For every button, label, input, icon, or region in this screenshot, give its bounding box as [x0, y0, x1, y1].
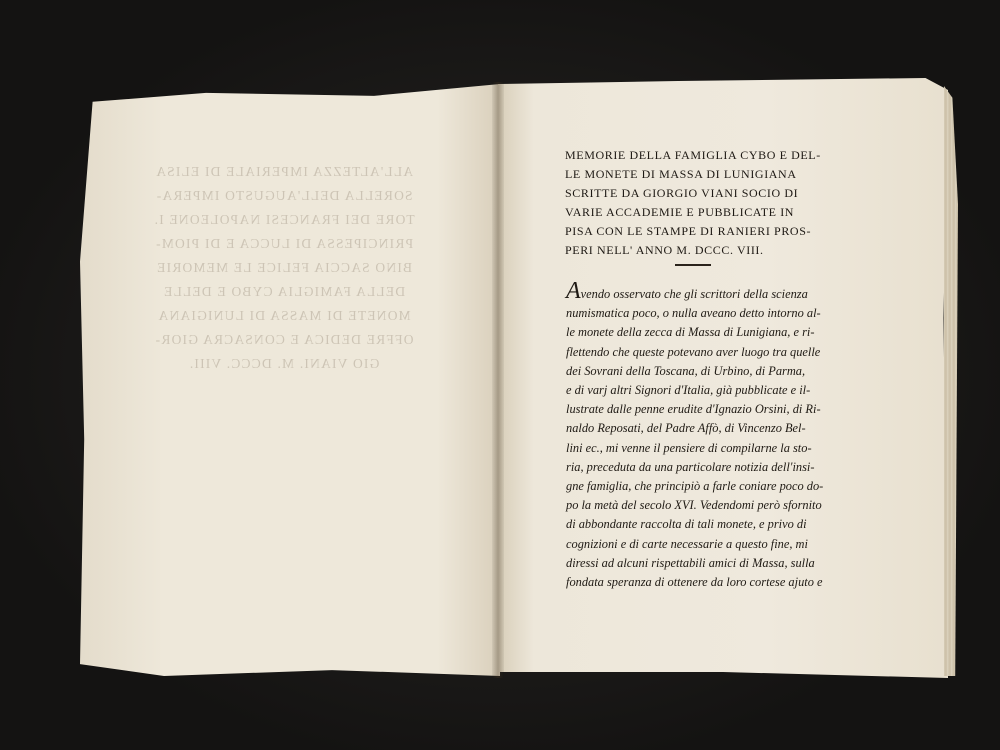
body-line: e di varj altri Signori d'Italia, già pubblicate e il-	[566, 383, 811, 398]
title-line: PISA CON LE STAMPE DI RANIERI PROS-	[565, 224, 812, 238]
body-line: gne famiglia, che principiò a farle coniare poco do-	[566, 479, 824, 494]
body-line: ria, preceduta da una particolare notizia dell'insi-	[566, 459, 815, 474]
title-line: PERI NELL' ANNO M. DCCC. VIII.	[565, 243, 764, 257]
body-line: flettendo che queste potevano aver luogo tra quelle	[566, 344, 821, 359]
body-line: diressi ad alcuni rispettabili amici di Massa, sulla	[566, 555, 815, 570]
body-line: numismatica poco, o nulla aveano detto intorno al-	[566, 306, 821, 321]
title-line: VARIE ACCADEMIE E PUBBLICATE IN	[565, 205, 795, 219]
body-line: dei Sovrani della Toscana, di Urbino, di Parma,	[566, 363, 806, 378]
body-line: cognizioni e di carte necessarie a questo fine, mi	[566, 536, 808, 551]
title-line: LE MONETE DI MASSA DI LUNIGIANA	[565, 167, 797, 181]
drop-cap: A	[566, 278, 581, 304]
body-text	[566, 278, 824, 592]
title-line: MEMORIE DELLA FAMIGLIA CYBO E DEL-	[565, 148, 821, 162]
title-block	[565, 146, 821, 260]
section-rule	[675, 264, 711, 266]
body-line: po la metà del secolo XVI. Vedendomi però sfornito	[566, 498, 822, 513]
page-edges	[944, 86, 958, 676]
body-line: le monete della zecca di Massa di Lunigiana, e ri-	[566, 325, 815, 340]
body-line: di abbondante raccolta di tali monete, e privo di	[566, 517, 807, 532]
body-line-first: Avendo osservato che gli scrittori della scienza	[566, 278, 808, 304]
body-line: naldo Reposati, del Padre Affò, di Vincenzo Bel-	[566, 421, 806, 436]
book-gutter	[492, 82, 504, 678]
body-line: fondata speranza di ottenere da loro cortese ajuto e	[566, 575, 823, 590]
title-line: SCRITTE DA GIORGIO VIANI SOCIO DI	[565, 186, 799, 200]
body-line: lustrate dalle penne erudite d'Ignazio Orsini, di Ri-	[566, 402, 821, 417]
body-line: lini ec., mi venne il pensiere di compilarne la sto-	[566, 440, 812, 455]
dedication-show-through: ALL'ALTEZZA IMPERIALE DI ELISA SORELLA DELL'AUGUSTO IMPERA- TORE DEI FRANCESI NAPOLEONE I. PRINCIPESSA DI LUCCA E DI PIOM- BINO SACCIA FELICE LE MEMORIE DELLA FAMIGLIA CYBO E DELLE MONETE DI MASSA DI LUNIGIANA OFFRE DEDICA E CONSACRA GIOR- GIO VIANI. M. DCCC. VIII.	[153, 164, 415, 371]
